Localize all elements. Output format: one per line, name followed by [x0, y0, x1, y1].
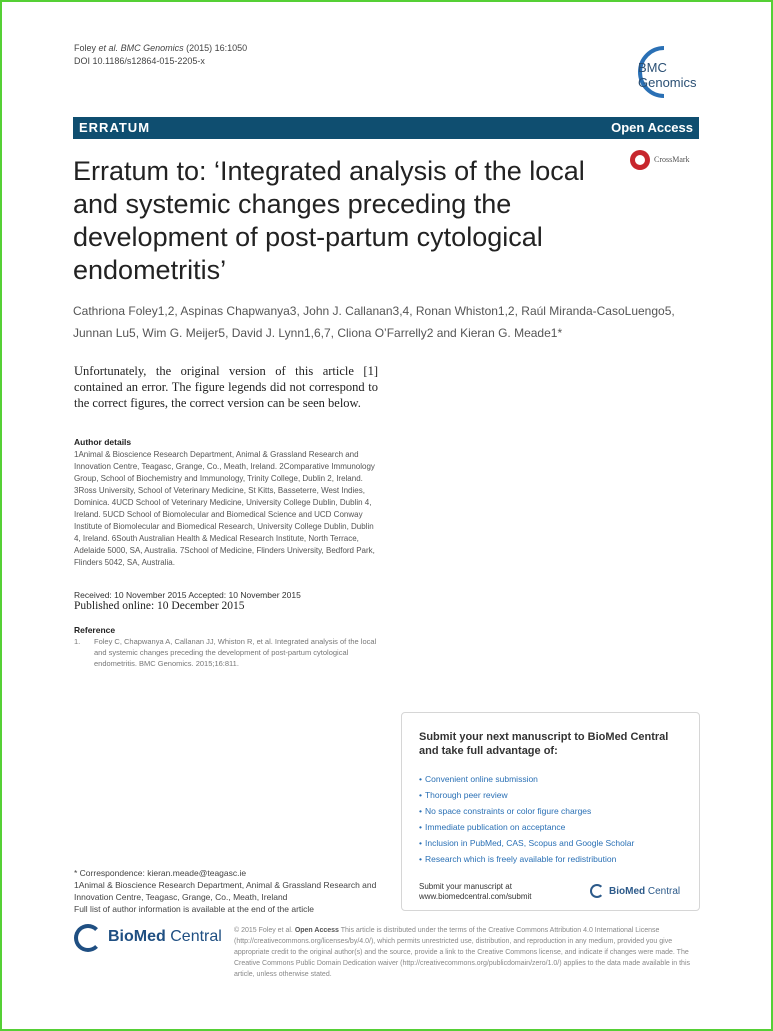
submission-promo-box	[401, 712, 700, 911]
article-title: Erratum to: ‘Integrated analysis of the local and systemic changes preceding the development of post-partum cytological endometritis’	[73, 156, 585, 285]
bullet-icon: •	[419, 806, 422, 816]
reference-number: 1.	[74, 637, 81, 646]
journal-logo	[626, 44, 706, 100]
author-details-heading: Author details	[74, 437, 132, 447]
bullet-icon: •	[419, 822, 422, 832]
license-statement	[234, 925, 700, 980]
author-list-text: Cathriona Foley1,2, Aspinas Chapwanya3, John J. Callanan3,4, Ronan Whiston1,2, Raúl Miranda-CasoLuengo5, Junnan Lu5, Wim G. Meijer5, David J. Lynn1,6,7, Cliona O’Farrelly2 and Kieran G. Meade1*	[73, 304, 675, 340]
publisher-logo-rest: Central	[170, 928, 222, 945]
license-open-access: Open Access	[294, 927, 339, 934]
header-journal: BMC Genomics	[120, 43, 184, 53]
promo-item-text: No space constraints or color figure charges	[424, 806, 592, 816]
reference-heading: Reference	[74, 625, 116, 635]
bullet-icon: •	[419, 854, 422, 864]
publisher-logo-bold: BioMed	[108, 928, 166, 945]
correspondence-note: Full list of author information is available at the end of the article	[74, 904, 315, 914]
reference-text[interactable]: Foley C, Chapwanya A, Callanan JJ, Whiston R, et al. Integrated analysis of the local and systemic changes preceding the development of post-partum cytological endometritis. BMC Genomics. 2015;16:811.	[94, 637, 377, 668]
list-item	[419, 819, 634, 835]
license-text: This article is distributed under the terms of the Creative Commons Attribution 4.0 International License (http://creativecommons.org/licenses/by/4.0/), which permits unrestricted use, distribution, and reproduction in any medium, provided you give appropriate credit to the original author(s) and the source, provide a link to the Creative Commons license, and indicate if changes were made. The Creative Commons Public Domain Dedication waiver (http://creativecommons.org/publicdomain/zero/1.0/) applies to the data made available in this article, unless otherwise stated.	[234, 927, 690, 978]
erratum-body: Unfortunately, the original version of this article [1] contained an error. The figure legends did not correspond to the correct figures, the correct version can be seen below.	[74, 364, 378, 410]
citation-header	[74, 42, 247, 68]
promo-logo-rest: Central	[647, 886, 681, 897]
promo-item-text: Immediate publication on acceptance	[424, 822, 566, 832]
open-access-label: Open Access	[611, 120, 693, 135]
header-year-volume: (2015) 16:1050	[186, 43, 248, 53]
list-item	[419, 835, 634, 851]
license-lead: © 2015 Foley et al.	[234, 927, 293, 934]
promo-item-text: Thorough peer review	[424, 790, 508, 800]
author-list	[73, 300, 703, 344]
journal-logo-line2: Genomics	[638, 75, 697, 90]
list-item	[419, 803, 634, 819]
list-item	[419, 787, 634, 803]
header-etal: et al.	[98, 43, 119, 53]
header-authors: Foley	[74, 43, 97, 53]
promo-benefit-list	[419, 771, 634, 867]
promo-logo-bold: BioMed	[609, 886, 646, 897]
article-type-banner	[73, 117, 699, 139]
promo-item-text: Research which is freely available for redistribution	[424, 854, 617, 864]
correspondence-block	[74, 867, 394, 915]
biomed-ring-icon	[590, 884, 604, 898]
received-accepted-dates: Received: 10 November 2015 Accepted: 10 November 2015	[74, 590, 301, 600]
submit-url-link[interactable]: www.biomedcentral.com/submit	[419, 892, 532, 901]
author-details-text: 1Animal & Bioscience Research Department, Animal & Grassland Research and Innovation Centre, Teagasc, Grange, Co., Meath, Ireland. 2Comparative Immunology Group, School of Biochemistry and Immunology, Trinity College, Dublin 2, Ireland. 3Ross University, School of Veterinary Medicine, St Kitts, Basseterre, West Indies, Dominica. 4UCD School of Veterinary Medicine, University College Dublin, Dublin 4, Ireland. 5UCD School of Biomolecular and Biomedical Science and UCD Conway Institute of Biomolecular and Biomedical Research, University College Dublin, Dublin 4, Ireland. 6South Australian Health & Medical Research Institute, North Terrace, Adelaide 5000, SA, Australia. 7School of Medicine, Flinders University, Bedford Park, Flinders 5042, SA, Australia.	[74, 450, 375, 567]
promo-heading: Submit your next manuscript to BioMed Central and take full advantage of:	[419, 731, 669, 757]
crossmark-icon	[630, 150, 650, 170]
submit-line: Submit your manuscript at	[419, 882, 512, 891]
biomed-ring-icon	[74, 924, 102, 952]
correspondence-email[interactable]: * Correspondence: kieran.meade@teagasc.ie	[74, 868, 247, 878]
crossmark-label: CrossMark	[654, 155, 690, 164]
journal-logo-line1: BMC	[638, 60, 667, 75]
list-item	[419, 771, 634, 787]
header-doi[interactable]: DOI 10.1186/s12864-015-2205-x	[74, 56, 205, 66]
published-date: Published online: 10 December 2015	[74, 600, 245, 612]
submit-info	[419, 882, 531, 902]
promo-item-text: Inclusion in PubMed, CAS, Scopus and Google Scholar	[424, 838, 635, 848]
bullet-icon: •	[419, 790, 422, 800]
article-type-label: ERRATUM	[79, 120, 151, 135]
promo-item-text: Convenient online submission	[424, 774, 538, 784]
correspondence-affiliation: 1Animal & Bioscience Research Department, Animal & Grassland Research and Innovation Centre, Teagasc, Grange, Co., Meath, Ireland	[74, 880, 377, 902]
bullet-icon: •	[419, 838, 422, 848]
list-item	[419, 851, 634, 867]
bullet-icon: •	[419, 774, 422, 784]
